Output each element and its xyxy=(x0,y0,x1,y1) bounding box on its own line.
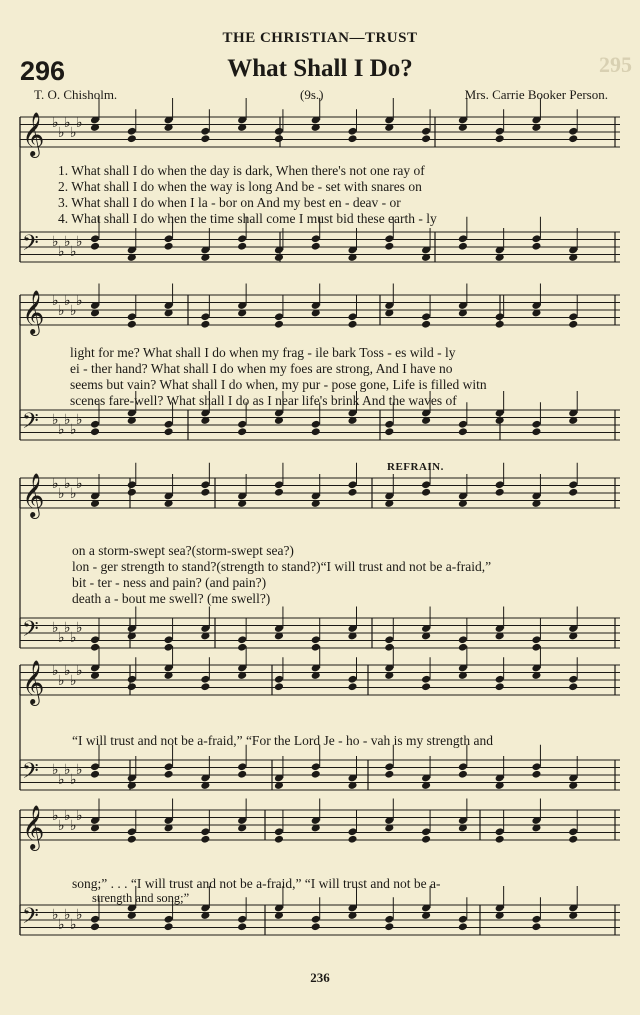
note-head xyxy=(347,134,357,143)
lyric-system5-refrain: song;” . . . “I will trust and not be a-fraid,” “I will trust and not be a- xyxy=(72,876,441,891)
lyric-system3-verse4: death a - bout me swell? (me swell?) xyxy=(72,591,271,606)
bass-clef-icon: 𝄢 xyxy=(22,904,39,934)
flat-icon: ♭ xyxy=(64,116,71,131)
note-head xyxy=(421,835,431,844)
flat-icon: ♭ xyxy=(76,621,83,636)
flat-icon: ♭ xyxy=(58,631,65,646)
note-head xyxy=(200,320,210,329)
note-head xyxy=(200,682,210,691)
note-head xyxy=(495,682,505,691)
note-head xyxy=(274,682,284,691)
note-head xyxy=(237,242,247,251)
note-head xyxy=(311,242,321,251)
flat-icon: ♭ xyxy=(64,664,71,679)
note-head xyxy=(531,770,541,779)
note-head xyxy=(127,682,137,691)
page-number: 236 xyxy=(310,970,330,985)
note-head xyxy=(568,835,578,844)
note-head xyxy=(164,427,174,436)
note-head xyxy=(90,242,100,251)
note-head xyxy=(127,320,137,329)
note-head xyxy=(347,320,357,329)
note-head xyxy=(531,242,541,251)
note-head xyxy=(458,427,468,436)
flat-icon: ♭ xyxy=(58,423,65,438)
lyric-system2-verse3: seems but vain? What shall I do when, my pur - pose gone, Life is filled witn xyxy=(70,377,487,392)
flat-icon: ♭ xyxy=(70,631,77,646)
flat-icon: ♭ xyxy=(70,245,77,260)
flat-icon: ♭ xyxy=(58,674,65,689)
flat-icon: ♭ xyxy=(64,413,71,428)
section-title: THE CHRISTIAN—TRUST xyxy=(222,30,418,46)
bleed-through-page-number: 295 xyxy=(599,52,632,77)
treble-clef-icon: 𝄞 xyxy=(22,112,45,156)
flat-icon: ♭ xyxy=(76,809,83,824)
flat-icon: ♭ xyxy=(58,773,65,788)
note-head xyxy=(274,488,284,497)
note-head xyxy=(495,134,505,143)
bass-clef-icon: 𝄢 xyxy=(22,231,39,261)
lyric-system1-verse3: 3. What shall I do when I la - bor on And my best en - deav - or xyxy=(58,195,401,210)
flat-icon: ♭ xyxy=(52,809,59,824)
flat-icon: ♭ xyxy=(70,918,77,933)
flat-icon: ♭ xyxy=(58,487,65,502)
treble-clef-icon: 𝄞 xyxy=(22,805,45,849)
author-credit: Mrs. Carrie Booker Person. xyxy=(464,87,608,102)
flat-icon: ♭ xyxy=(64,908,71,923)
treble-clef-icon: 𝄞 xyxy=(22,473,45,517)
note-head xyxy=(347,682,357,691)
lyric-system3-verse1: on a storm-swept sea?(storm-swept sea?) xyxy=(72,543,294,558)
flat-icon: ♭ xyxy=(58,245,65,260)
note-head xyxy=(384,242,394,251)
note-head xyxy=(237,427,247,436)
note-head xyxy=(164,242,174,251)
treble-clef-icon: 𝄞 xyxy=(22,660,45,704)
note-head xyxy=(568,488,578,497)
flat-icon: ♭ xyxy=(52,664,59,679)
note-head xyxy=(90,427,100,436)
note-head xyxy=(568,320,578,329)
note-head xyxy=(274,320,284,329)
flat-icon: ♭ xyxy=(64,621,71,636)
flat-icon: ♭ xyxy=(52,116,59,131)
flat-icon: ♭ xyxy=(52,621,59,636)
flat-icon: ♭ xyxy=(52,235,59,250)
note-head xyxy=(347,835,357,844)
flat-icon: ♭ xyxy=(76,413,83,428)
flat-icon: ♭ xyxy=(70,819,77,834)
flat-icon: ♭ xyxy=(76,294,83,309)
flat-icon: ♭ xyxy=(70,126,77,141)
flat-icon: ♭ xyxy=(76,235,83,250)
flat-icon: ♭ xyxy=(76,477,83,492)
note-head xyxy=(384,922,394,931)
note-head xyxy=(237,922,247,931)
lyric-system2-verse4: scenes fare-well? What shall I do as I near life's brink And the waves of xyxy=(70,393,457,408)
lyric-system1-verse2: 2. What shall I do when the way is long And be - set with snares on xyxy=(58,179,422,194)
flat-icon: ♭ xyxy=(52,294,59,309)
flat-icon: ♭ xyxy=(76,116,83,131)
lyric-system1-verse4: 4. What shall I do when the time shall come I must bid these earth - ly xyxy=(58,211,437,226)
lyric-system2-verse2: ei - ther hand? What shall I do when my foes are strong, And I have no xyxy=(70,361,453,376)
flat-icon: ♭ xyxy=(70,773,77,788)
flat-icon: ♭ xyxy=(58,304,65,319)
note-head xyxy=(495,835,505,844)
bass-clef-icon: 𝄢 xyxy=(22,617,39,647)
note-head xyxy=(568,682,578,691)
flat-icon: ♭ xyxy=(58,126,65,141)
note-head xyxy=(421,488,431,497)
flat-icon: ♭ xyxy=(52,477,59,492)
note-head xyxy=(274,134,284,143)
note-head xyxy=(311,427,321,436)
note-head xyxy=(90,922,100,931)
flat-icon: ♭ xyxy=(64,294,71,309)
note-head xyxy=(127,488,137,497)
treble-clef-icon: 𝄞 xyxy=(22,290,45,334)
flat-icon: ♭ xyxy=(58,918,65,933)
note-head xyxy=(421,134,431,143)
lyric-system2-verse1: light for me? What shall I do when my frag - ile bark Toss - es wild - ly xyxy=(70,345,456,360)
note-head xyxy=(200,134,210,143)
refrain-label: REFRAIN. xyxy=(387,461,444,473)
note-head xyxy=(531,427,541,436)
note-head xyxy=(200,835,210,844)
note-head xyxy=(458,922,468,931)
flat-icon: ♭ xyxy=(76,763,83,778)
flat-icon: ♭ xyxy=(70,674,77,689)
flat-icon: ♭ xyxy=(70,487,77,502)
lyric-system4-refrain: “I will trust and not be a-fraid,” “For the Lord Je - ho - vah is my strength and xyxy=(72,733,494,748)
flat-icon: ♭ xyxy=(70,423,77,438)
note-head xyxy=(164,922,174,931)
flat-icon: ♭ xyxy=(58,819,65,834)
flat-icon: ♭ xyxy=(64,477,71,492)
note-head xyxy=(531,922,541,931)
note-head xyxy=(458,242,468,251)
lyric-system3-verse2: lon - ger strength to stand?(strength to stand?)“I will trust and not be a-fraid,” xyxy=(72,559,492,574)
lyric-system5-alto-line: strength and song;” xyxy=(92,891,190,905)
hymn-title: What Shall I Do? xyxy=(227,55,413,82)
note-head xyxy=(127,835,137,844)
note-head xyxy=(384,427,394,436)
note-head xyxy=(421,320,431,329)
bass-clef-icon: 𝄢 xyxy=(22,759,39,789)
note-head xyxy=(347,488,357,497)
flat-icon: ♭ xyxy=(52,763,59,778)
note-head xyxy=(311,770,321,779)
flat-icon: ♭ xyxy=(70,304,77,319)
flat-icon: ♭ xyxy=(64,763,71,778)
meter-indication: (9s.) xyxy=(300,87,324,102)
flat-icon: ♭ xyxy=(64,809,71,824)
note-head xyxy=(237,770,247,779)
hymn-number: 296 xyxy=(20,56,66,86)
note-head xyxy=(384,770,394,779)
note-head xyxy=(200,488,210,497)
note-head xyxy=(127,134,137,143)
note-head xyxy=(458,770,468,779)
note-head xyxy=(568,134,578,143)
flat-icon: ♭ xyxy=(76,908,83,923)
lyric-system1-verse1: 1. What shall I do when the day is dark, When there's not one ray of xyxy=(58,163,425,178)
lyric-system3-verse3: bit - ter - ness and pain? (and pain?) xyxy=(72,575,267,590)
note-head xyxy=(421,682,431,691)
note-head xyxy=(311,922,321,931)
flat-icon: ♭ xyxy=(64,235,71,250)
note-head xyxy=(274,835,284,844)
note-head xyxy=(495,488,505,497)
bass-clef-icon: 𝄢 xyxy=(22,409,39,439)
note-head xyxy=(90,770,100,779)
flat-icon: ♭ xyxy=(52,908,59,923)
composer-credit: T. O. Chisholm. xyxy=(34,87,118,102)
flat-icon: ♭ xyxy=(76,664,83,679)
note-head xyxy=(164,770,174,779)
note-head xyxy=(495,320,505,329)
flat-icon: ♭ xyxy=(52,413,59,428)
